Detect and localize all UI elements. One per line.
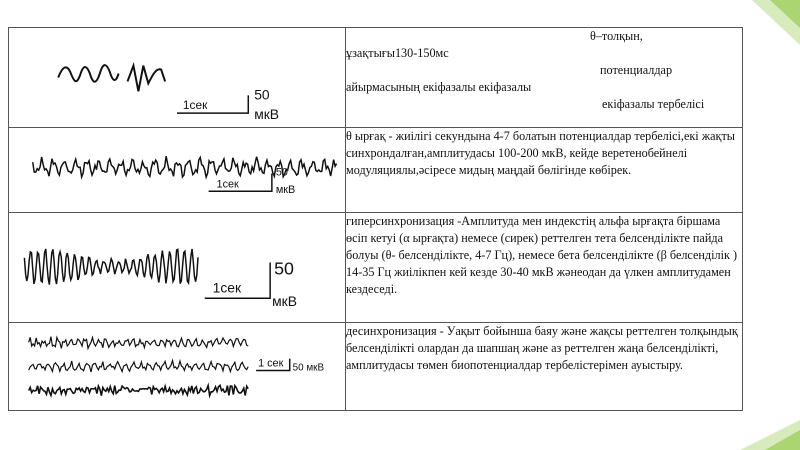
theta-rhythm-scale-amp: 50 [275,166,288,179]
description-line: екіфазалы тербелісі [602,97,705,111]
theta-rhythm-scale-time: 1сек [216,178,239,191]
table-row [9,213,743,323]
description-line: θ–толқын, [590,29,643,43]
theta-wave-trace-cell [9,28,346,128]
corner-decoration-top [740,0,800,45]
description-text: θ ырғақ - жиілігі секундына 4-7 болатын потенциалдар тербелісі,екі жақты синхрондалған,амплитудасы 100-200 мкВ, кейде веретенобейнелі модуляциялы,әсіресе мидың маңдай бөлігінде көбірек. [346,129,735,177]
desync-line-3 [29,385,248,395]
desync-scale-amp: 50 мкВ [292,362,325,374]
theta-scale-unit: мкВ [254,106,280,123]
hypersync-trace-cell [9,213,346,323]
theta-rhythm-description [346,128,743,213]
theta-wave-description [346,28,743,128]
table-row [9,323,743,411]
theta-rhythm-trace [9,128,345,212]
desync-scale-time: 1 сек [258,357,284,370]
theta-wave-trace [9,28,345,127]
hypersync-scale-time: 1сек [212,279,242,296]
theta-wave-line [58,65,118,82]
desync-trace [9,323,345,410]
description-line: айырмасының екіфазалы екіфазалы [346,80,532,94]
hypersync-scale-amp: 50 [274,258,294,279]
table-row [9,28,743,128]
hypersync-line [24,249,198,285]
theta-spike-line [128,66,166,92]
desync-line-1 [29,337,248,349]
theta-rhythm-scale-unit: мкВ [275,184,296,197]
desync-description [346,323,743,411]
theta-rhythm-trace-cell [9,128,346,213]
theta-scale-time: 1сек [182,98,208,113]
desync-line-2 [29,360,248,371]
description-text: десинхронизация - Уақыт бойынша баяу және жақсы реттелген толқындық белсенділікті олардан да шапшаң және аз реттелген жаңа белсенділікті, амплитудасы төмен биопотенциалдар тербелістерімен ауыстыру. [346,324,738,372]
table-row [9,128,743,213]
eeg-table [8,27,743,411]
description-text: гиперсинхронизация -Амплитуда мен индекстің альфа ырғақта біршама өсіп кетуі (α ырғақта) немесе (сирек) реттелген тета белсенділікте пайда болуы (θ- белсенділікте, 4-7 Гц), немесе бета белсенділікте (β белсенділік ) 14-35 Гц жиілікпен кей кезде 30-40 мкВ жәнеодан да үлкен амплитудамен кездеседі. [346,214,738,296]
corner-decoration-bottom [740,420,800,450]
theta-rhythm-line [33,156,337,177]
theta-scale-amp: 50 [254,86,270,103]
hypersync-description [346,213,743,323]
description-line: потенциалдар [600,63,673,77]
desync-trace-cell [9,323,346,411]
hypersync-trace [9,213,345,322]
description-line: ұзақтығы130-150мс [346,46,449,60]
hypersync-scale-unit: мкВ [272,293,297,310]
